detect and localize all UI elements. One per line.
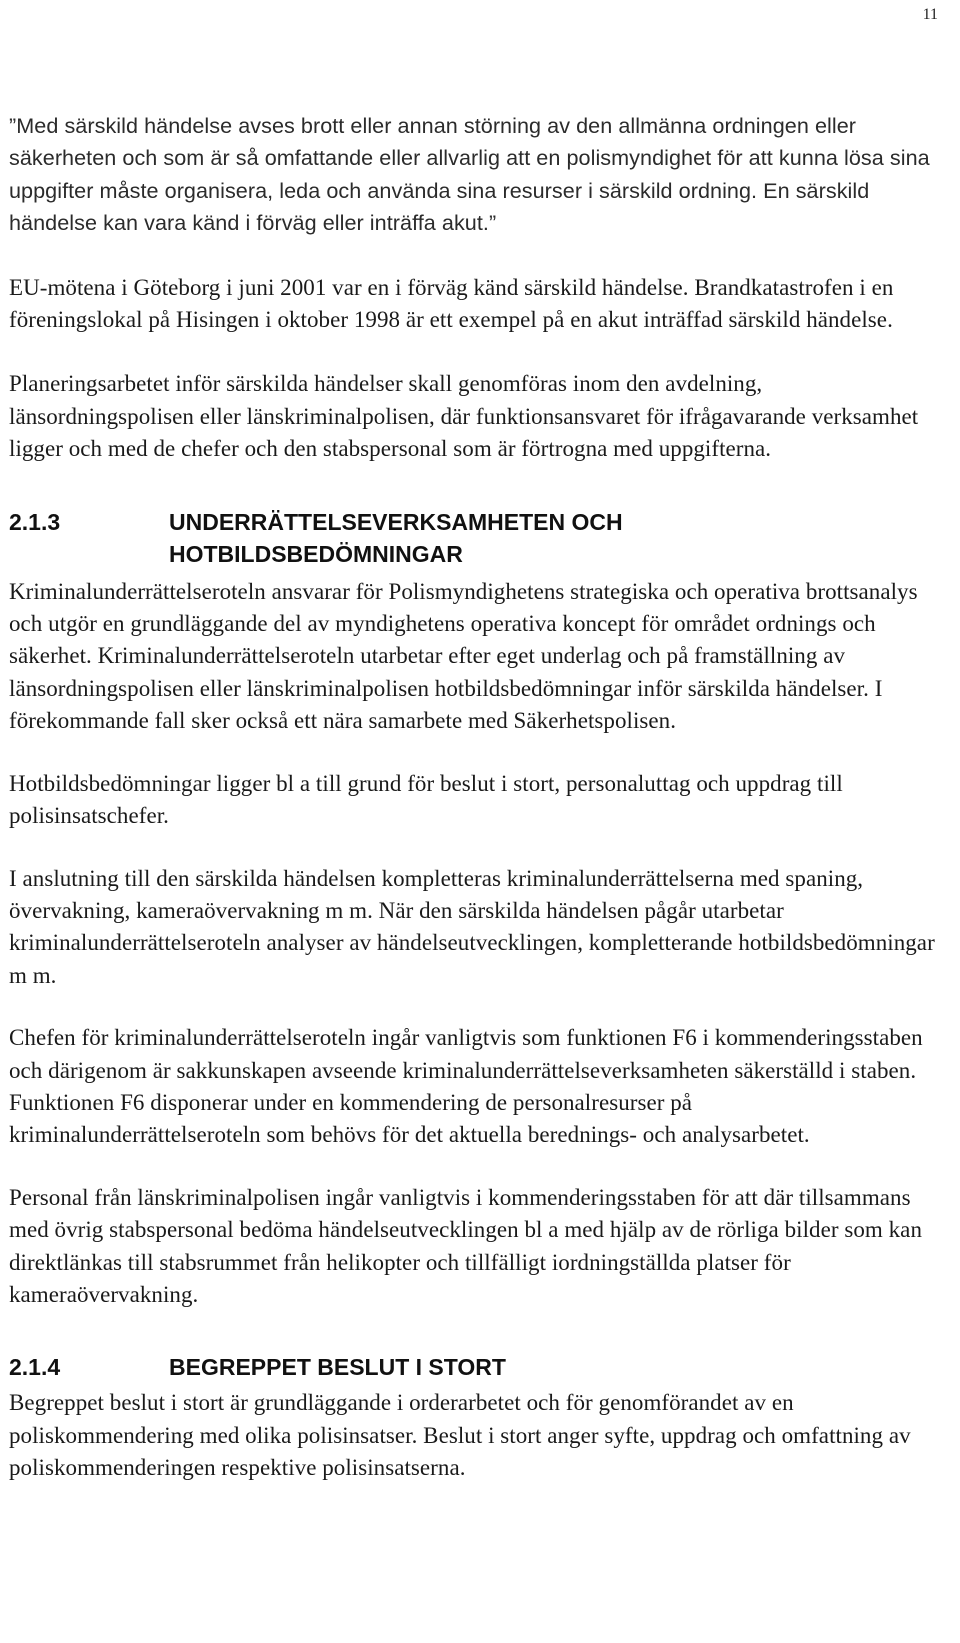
example-paragraph: EU-mötena i Göteborg i juni 2001 var en i förväg känd särskild händelse. Brandkatastrofen i en föreningslokal på Hisingen i oktober 1998 är ett exempel på en akut inträffad särskild händelse.: [9, 274, 894, 333]
section-title-line-2: HOTBILDSBEDÖMNINGAR: [169, 540, 463, 567]
section-title-line-1: UNDERRÄTTELSEVERKSAMHETEN OCH: [169, 508, 623, 535]
page-number: 11: [922, 6, 938, 23]
section-heading-2-1-4: [9, 1351, 949, 1383]
section-paragraph: Begreppet beslut i stort är grundläggande i orderarbetet och för genomförandet av en poliskommendering med olika polisinsatser. Beslut i stort anger syfte, uppdrag och omfattning av poliskommenderingen respektive polisinsatserna.: [9, 1390, 911, 1481]
section-paragraph: Hotbildsbedömningar ligger bl a till grund för beslut i stort, personaluttag och uppdrag till polisinsatschefer.: [9, 770, 843, 829]
planning-paragraph: Planeringsarbetet inför särskilda händelser skall genomföras inom den avdelning, länsordningspolisen eller länskriminalpolisen, där funktionsansvaret för ifrågavarande verksamhet ligger och med de chefer och den stabspersonal som är förtrogna med uppgifterna.: [9, 371, 919, 462]
section-number: 2.1.3: [9, 508, 61, 535]
document-body: [9, 110, 949, 1485]
definition-quote: ”Med särskild händelse avses brott eller annan störning av den allmänna ordningen eller säkerheten och som är så omfattande eller allvarlig att en polismyndighet för att kunna lösa sina uppgifter måste organisera, leda och använda sina resurser i särskild ordning. En särskild händelse kan vara känd i förväg eller inträffa akut.”: [9, 113, 930, 236]
section-title: [169, 506, 949, 570]
section-heading-2-1-3: [9, 506, 949, 570]
section-paragraph: I anslutning till den särskilda händelsen kompletteras kriminalunderrättelserna med spaning, övervakning, kameraövervakning m m. När den särskilda händelsen pågår utarbetar kriminalunderrättelseroteln analyser av händelseutvecklingen, kompletterande hotbildsbedömningar m m.: [9, 865, 935, 988]
section-number: 2.1.4: [9, 1354, 61, 1381]
section-paragraph: Chefen för kriminalunderrättelseroteln ingår vanligtvis som funktionen F6 i kommenderingsstaben och därigenom är sakkunskapen avseende kriminalunderrättelseverksamheten säkerställd i staben. Funktionen F6 disponerar under en kommendering de personalresurser på kriminalunderrättelseroteln som behövs för det aktuella berednings- och analysarbetet.: [9, 1025, 923, 1148]
section-title: BEGREPPET BESLUT I STORT: [169, 1354, 506, 1381]
section-paragraph: Kriminalunderrättelseroteln ansvarar för Polismyndighetens strategiska och operativa brottsanalys och utgör en grundläggande del av myndighetens operativa koncept för området ordnings och säkerhet. Kriminalunderrättelseroteln utarbetar efter eget underlag och på framställning av länsordningspolisen eller länskriminalpolisen hotbildsbedömningar inför särskilda händelser. I förekommande fall sker också ett nära samarbete med Säkerhetspolisen.: [9, 578, 918, 734]
section-paragraph: Personal från länskriminalpolisen ingår vanligtvis i kommenderingsstaben för att där tillsammans med övrig stabspersonal bedöma händelseutvecklingen bl a med hjälp av de rörliga bilder som kan direktlänkas till stabsrummet från helikopter och tillfälligt iordningställda platser för kameraövervakning.: [9, 1184, 922, 1307]
